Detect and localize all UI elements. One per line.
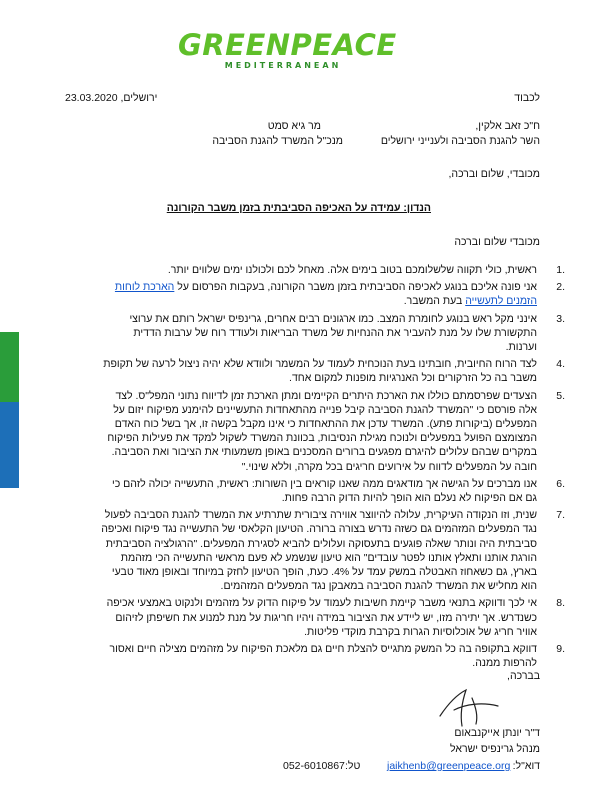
email-label: דוא"ל: — [512, 760, 540, 772]
side-accent-blue — [0, 402, 19, 488]
logo-sub-text: MEDITERRANEAN — [224, 61, 342, 70]
list-item: 1. ראשית, כולי תקווה שלשלומכם בטוב בימים אלה. מאחל לכם ולכולנו ימים שלווים יותר. — [167, 264, 565, 276]
list-item: 4. לצד הרוח החיובית, חובתינו בעת הנוכחית לעמוד על המשמר ולוודא שלא יהיה ניצול לרעה של תקופת משבר בה כל הזרקורים וכל האנרגיות מופנות למקום אחד. — [103, 358, 565, 385]
signer-name: ד"ר יונתן אייקנבאום — [454, 727, 540, 739]
greeting-line: מכובדי, שלום וברכה, — [448, 168, 540, 180]
email-link[interactable]: jaikhenb@greenpeace.org — [387, 760, 511, 772]
logo-main-text: GREENPEACE — [178, 28, 397, 62]
list-item: 8. אי לכך ודווקא בתנאי משבר קיימת חשיבות לעמוד על פיקוח הדוק על מזהמים ולנקוט באמצעי אכיפה כשנדרש. אך יתירה מזו, יש ליידע את הציבור במידה ויהיו חריגות על מנת למנוע את חשיפתן לזיהום אוויר חריג של אוכלוסיות הגרות בקרבת מוקדי פליטות. — [106, 597, 565, 638]
signer-title: מנהל גרינפיס ישראל — [450, 743, 540, 755]
closing-text: בברכה, — [507, 670, 540, 682]
list-item: 5. הצעדים שפרסמתם כוללו את הארכת היתרים הקיימים ומתן הארכת זמן לדיווח נתוני המפל"ס. לצד אלה פורסם כי "המשרד להגנת הסביבה קיבל פנייה מהתאחדות התעשיינים להימנע מפיקוח יזום על המפעלים (ביקורות פתע). המשרד עדכן את ההתאחדות כי אינו מקבל בקשה זו, אך בשל כוח האדם המצומצם הפועל במפעלים ולנוכח מגילת הנסיבות, בכוונת המשרד לשקול למקד את פעילות הפיקוח במקרים שבהם עלולים להיגרם מפגעים ברורים המסכנים באופן משמעותי את הציבור ואת הסביבה. חובה על המפעלים לדווח על אירועים חריגים בכל מקרה, וללא שינוי." — [107, 389, 565, 473]
schedule-extension-link[interactable]: הארכת לוחות הזמנים לתעשייה — [114, 281, 537, 308]
side-accent-green — [0, 332, 19, 402]
list-item: 9. דווקא בתקופה בה כל המשק מתגייס להצלת חיים גם מלאכת הפיקוח על מזהמים מצילה חיים ואסור להרפות ממנה. — [109, 643, 565, 670]
list-item: 2. אני פונה אליכם בנוגע לאכיפה הסביבתית בזמן משבר הקורונה, בעקבות הפרסום על הארכת לוחות הזמנים לתעשייה בעת המשבר. — [114, 281, 565, 308]
greenpeace-logo — [178, 28, 397, 76]
phone-label: טל: — [345, 760, 361, 772]
greeting-line-2: מכובדי שלום וברכה — [454, 236, 540, 248]
letter-subject: הנדון: עמידה על האכיפה הסביבתית בזמן משבר הקורונה — [166, 202, 431, 214]
list-item: 3. אינני מקל ראש בנוגע לחומרת המצב. כמו ארגונים רבים אחרים, גרינפיס ישראל רותם את ערוצי התקשורת שלו על מנת להעביר את ההנחיות של משרד הבריאות ולעודד רוח של ערבות הדדית וערנות. — [129, 312, 565, 354]
recipient1-name: ח"כ זאב אלקין, — [475, 120, 540, 132]
recipient1-title: השר להגנת הסביבה ולענייני ירושלים — [380, 135, 540, 147]
addressee-label: לכבוד — [514, 92, 540, 104]
list-item: 7. שנית, וזו הנקודה העיקרית, עלולה להיווצר אווירה ציבורית שתרתיע את המשרד להגנת הסביבה לפעול נגד המפעלים המזהמים גם כשזה נדרש בצורה ברורה. הטיעון הקלאסי של התעשייה נגד פיקוח ואכיפה סביבתית היה ונותר שאלה פוגעים בתעסוקה ועלולים להביא לסגירת המפעלים. "הרגולציה הסביבתית הורגת אותנו ותאלץ אותנו לפטר עובדים" הוא טיעון שנשמע לא פעם מראשי התעשייה הכי מזהמת בארץ, גם כשאחוז האבטלה במשק עמד על 4%. כעת, הופך הטיעון לחזק במיוחד ובאופן מאוד טבעי הוא מחליש את המשרד להגנת הסביבה במאבקן נגד המפעלים המזהמים. — [101, 509, 565, 593]
list-item: 6. אנו מברכים על הגישה אך מודאגים ממה שאנו קוראים בין השורות: ראשית, התעשייה יכולה לזהם כי גם אם הפיקוח לא נעלם הוא הופך להיות הדוק הרבה פחות. — [111, 477, 565, 505]
signature-image — [432, 688, 502, 728]
phone-number: 052-6010867 — [283, 760, 345, 772]
recipient2-name: מר גיא סמט — [267, 120, 321, 132]
letter-date: ירושלים, 23.03.2020 — [65, 92, 158, 104]
letter-body-list — [100, 263, 565, 670]
recipient2-title: מנכ"ל המשרד להגנת הסביבה — [212, 135, 343, 147]
